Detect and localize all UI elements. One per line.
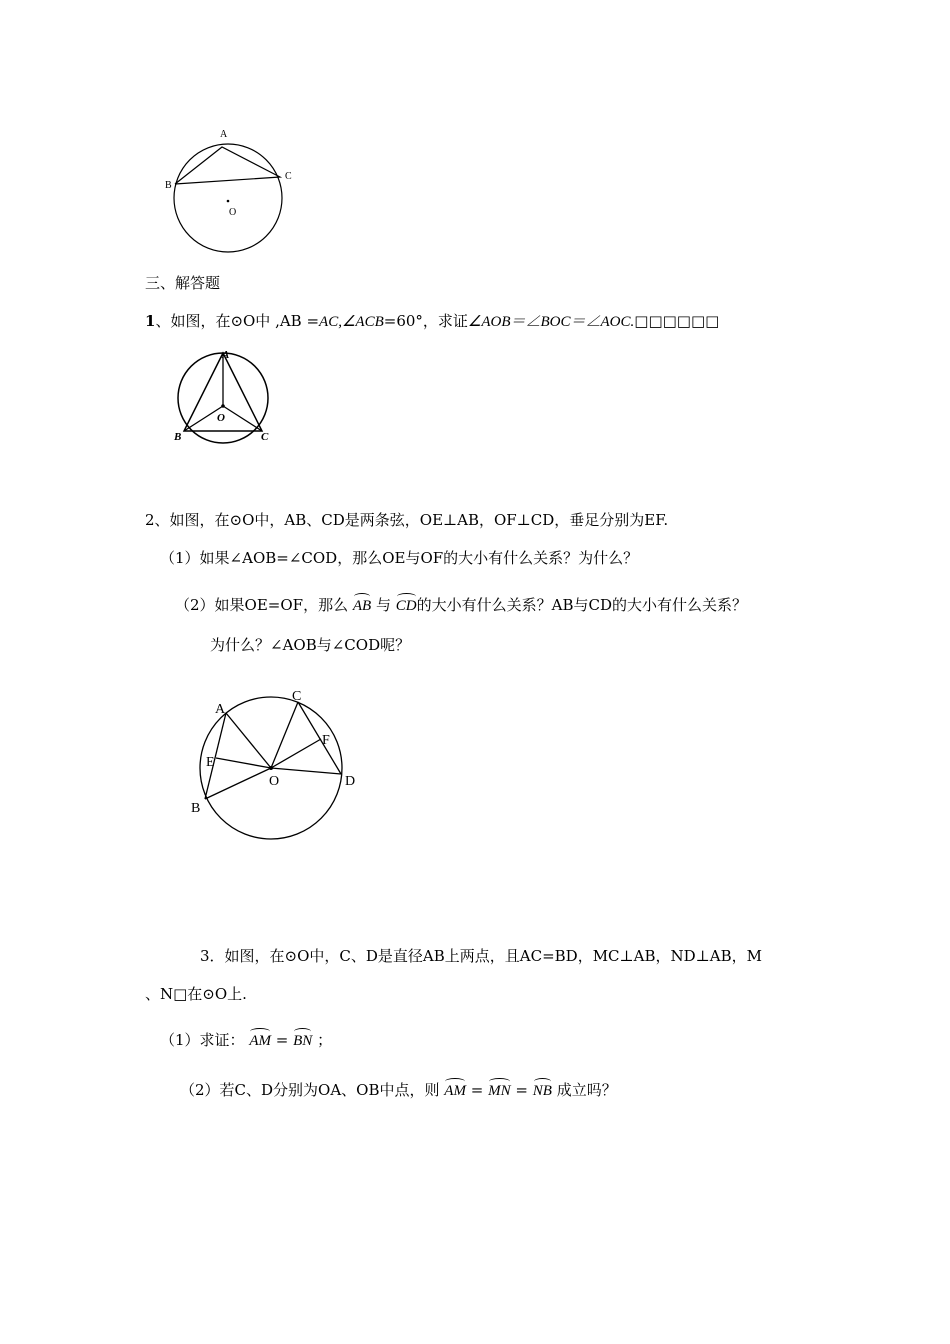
figure1-center-dot — [227, 200, 230, 203]
q3-arc-nb: NB — [532, 1083, 552, 1099]
q2-label-a: A — [215, 702, 226, 717]
q1-label-c: C — [261, 431, 269, 443]
q3-sub1-b: ； — [317, 1031, 333, 1049]
q2-segment-of — [271, 739, 321, 768]
q3-arc-am-2: AM — [444, 1083, 466, 1099]
q2-chord-cd — [298, 702, 341, 774]
q3-arc-bn: BN — [293, 1033, 313, 1049]
q2-sub2-mid: 与 — [375, 596, 391, 614]
q1-trail: □□□□□□ — [634, 312, 720, 330]
q2-radius-od — [271, 768, 341, 774]
figure1-label-c: C — [285, 171, 292, 182]
figure1-chords — [175, 147, 280, 184]
q1-center-dot — [221, 404, 225, 408]
q3-eq-1: = — [470, 1081, 484, 1099]
q1-label-o: O — [217, 412, 225, 424]
q2-center-dot — [269, 766, 273, 770]
figure-circle-abc — [160, 120, 300, 260]
q1-proof: ∠AOB＝∠BOC＝∠AOC. — [467, 314, 635, 330]
q2-stem: 2、如图，在⊙O中，AB、CD是两条弦，OE⊥AB，OF⊥CD，垂足分别为EF. — [145, 511, 669, 529]
q3-eq: = — [275, 1031, 289, 1049]
q2-label-f: F — [322, 733, 330, 748]
q3-eq-2: = — [515, 1081, 528, 1099]
figure-q1-triangle — [168, 342, 283, 447]
figure1-label-o: O — [229, 207, 237, 218]
q1-text: 、如图，在⊙O中 ,AB = — [155, 312, 320, 330]
q3-stem: 3．如图，在⊙O中，C、D是直径AB上两点，且AC=BD，MC⊥AB，ND⊥AB，M — [200, 947, 762, 965]
q2-arc-ab: AB — [352, 598, 372, 614]
q2-radius-ob — [205, 768, 271, 799]
q2-arc-cd: CD — [395, 598, 417, 614]
q2-segment-oe — [216, 758, 271, 768]
q1-number: 1 — [145, 312, 156, 330]
q2-label-c: C — [292, 689, 302, 704]
q2-sub2 — [175, 595, 747, 616]
q1-ac-expr: AC,∠ACB — [319, 314, 384, 330]
q2-label-o: O — [269, 774, 280, 789]
q3-sub2 — [180, 1080, 617, 1101]
figure1-label-b: B — [165, 180, 172, 191]
q3-arc-am: AM — [249, 1033, 271, 1049]
q3-arc-mn: MN — [488, 1083, 511, 1099]
q3-sub2-b: 成立吗？ — [556, 1081, 617, 1099]
q1-deg: =60°，求证 — [383, 312, 468, 330]
q2-label-d: D — [345, 774, 356, 789]
section-title: 三、解答题 — [145, 274, 221, 292]
q2-sub2-cont: 为什么？∠AOB与∠COD呢？ — [210, 636, 411, 654]
figure-q2-circle — [185, 682, 365, 847]
q2-sub2-a: （2）如果OE=OF，那么 — [175, 596, 349, 614]
q3-stem-cont: 、N□在⊙O上. — [145, 985, 247, 1003]
q2-sub2-b: 的大小有什么关系？AB与CD的大小有什么关系？ — [416, 596, 747, 614]
q2-sub1: （1）如果∠AOB=∠COD，那么OE与OF的大小有什么关系？为什么？ — [160, 549, 639, 567]
q2-label-e: E — [206, 755, 215, 770]
figure1-circle — [174, 144, 282, 252]
figure1-label-a: A — [220, 129, 228, 140]
q1-line — [145, 311, 719, 332]
q1-label-b: B — [174, 431, 182, 443]
q3-sub2-a: （2）若C、D分别为OA、OB中点，则 — [180, 1081, 440, 1099]
q3-sub1 — [160, 1030, 332, 1051]
q2-label-b: B — [191, 801, 201, 816]
q1-label-a: A — [222, 349, 230, 361]
q2-radius-oa — [226, 713, 271, 768]
q2-radius-oc — [271, 702, 298, 768]
q3-sub1-a: （1）求证： — [160, 1031, 245, 1049]
